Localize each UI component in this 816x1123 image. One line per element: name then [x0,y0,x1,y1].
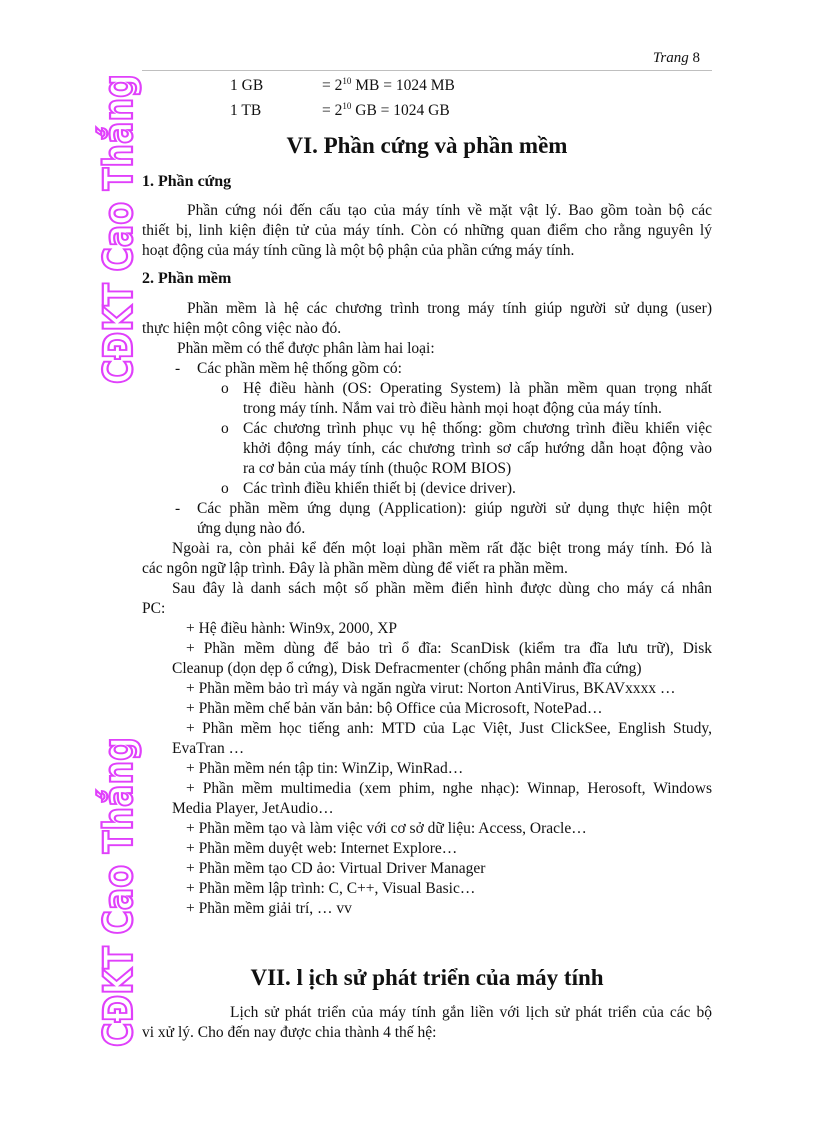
page-word: Trang [652,50,689,66]
watermark-top [78,62,148,392]
unit-gb-value [322,76,455,96]
software-list-item: + Phần mềm giải trí, … vv [186,900,352,917]
utility-item-line-3: ra cơ bản của máy tính (thuộc ROM BIOS) [243,460,512,477]
hardware-para-line-2: thiết bị, linh kiện điện tử của máy tính. Còn có những quan điểm cho rằng nguyên lý [142,222,712,239]
watermark-top-text: CĐKT Cao Thắng [96,62,142,384]
software-list-item: + Phần mềm lập trình: C, C++, Visual Basic… [186,880,476,897]
software-list-item-cont: Cleanup (dọn dẹp ổ cứng), Disk Defracmenter (chống phân mảnh đĩa cứng) [172,660,642,677]
application-item-line-1: Các phần mềm ứng dụng (Application): giúp người sử dụng thực hiện một [197,500,712,517]
software-para-line-2: thực hiện một công việc nào đó. [142,320,342,337]
os-item-line-2: trong máy tính. Nắm vai trò điều hành mọi hoạt động của máy tính. [243,400,662,417]
software-para-line-1: Phần mềm là hệ các chương trình trong máy tính giúp người sử dụng (user) [187,300,712,317]
software-list-item: + Phần mềm nén tập tin: WinZip, WinRad… [186,760,464,777]
software-list-item: + Phần mềm tạo CD ảo: Virtual Driver Manager [186,860,486,877]
section-7-title: VII. l ịch sử phát triển của máy tính [250,965,604,990]
unit-tb-exp: 10 [342,100,352,111]
dash-bullet: - [175,500,181,517]
software-list-item: + Phần mềm multimedia (xem phim, nghe nhạc): Winnap, Herosoft, Windows [186,780,712,797]
unit-tb-eq: = 2 [322,102,343,119]
watermark-top-svg [78,62,148,392]
hardware-para-line-1: Phần cứng nói đến cấu tạo của máy tính về mặt vật lý. Bao gồm toàn bộ các [187,202,712,219]
software-list-item: + Phần mềm bảo trì máy và ngăn ngừa virut: Norton AntiVirus, BKAVxxxx … [186,680,676,697]
unit-gb-eq: = 2 [322,77,343,94]
hardware-heading: 1. Phần cứng [142,173,232,190]
watermark-bottom [78,725,148,1055]
software-list-item: + Phần mềm duyệt web: Internet Explore… [186,840,458,857]
section-6-title: VI. Phần cứng và phần mềm [286,133,568,158]
unit-tb-value [322,101,450,121]
software-list-item: + Phần mềm học tiếng anh: MTD của Lạc Việt, Just ClickSee, English Study, [186,720,712,737]
unit-tb-rest: GB = 1024 GB [351,102,450,119]
page-number-value: 8 [692,50,700,66]
page-number [653,50,700,67]
software-list-item: + Phần mềm tạo và làm việc với cơ sở dữ liệu: Access, Oracle… [186,820,587,837]
application-item-line-2: ứng dụng nào đó. [197,520,306,537]
watermark-bottom-svg [78,725,148,1055]
software-list-item: + Phần mềm chế bản văn bản: bộ Office của Microsoft, NotePad… [186,700,603,717]
page-header [142,50,712,71]
os-item-line-1: Hệ điều hành (OS: Operating System) là phần mềm quan trọng nhất [243,380,712,397]
software-heading: 2. Phần mềm [142,270,232,287]
software-list-item: + Hệ điều hành: Win9x, 2000, XP [186,620,398,637]
dash-bullet: - [175,360,181,377]
list-intro-line-1: Sau đây là danh sách một số phần mềm điển hình được dùng cho máy cá nhân [172,580,712,597]
list-intro-line-2: PC: [142,600,166,617]
software-list-item-cont: Media Player, JetAudio… [172,800,334,817]
circle-bullet: o [221,480,229,497]
software-list-item: + Phần mềm dùng để bảo trì ổ đĩa: ScanDisk (kiểm tra đĩa lưu trữ), Disk [186,640,712,657]
software-list-item-cont: EvaTran … [172,740,245,757]
unit-gb-exp: 10 [342,75,352,86]
watermark-bottom-text: CĐKT Cao Thắng [96,725,142,1047]
extra-para-line-2: các ngôn ngữ lập trình. Đây là phần mềm dùng để viết ra phần mềm. [142,560,568,577]
extra-para-line-1: Ngoài ra, còn phải kể đến một loại phần mềm rất đặc biệt trong máy tính. Đó là [172,540,712,557]
circle-bullet: o [221,420,229,437]
system-software-item: Các phần mềm hệ thống gồm có: [197,360,402,377]
unit-gb-name: 1 GB [230,77,264,94]
unit-tb-name: 1 TB [230,102,262,119]
utility-item-line-2: khởi động máy tính, các chương trình sơ cấp hướng dẫn hoạt động vào [243,440,712,457]
history-para-line-2: vi xử lý. Cho đến nay được chia thành 4 thế hệ: [142,1024,437,1041]
software-types-intro: Phần mềm có thể được phân làm hai loại: [177,340,435,357]
unit-gb-rest: MB = 1024 MB [351,77,455,94]
history-para-line-1: Lịch sử phát triển của máy tính gắn liền với lịch sử phát triển của các bộ [230,1004,712,1021]
circle-bullet: o [221,380,229,397]
hardware-para-line-3: hoạt động của máy tính cũng là một bộ phận của phần cứng máy tính. [142,242,575,259]
driver-item: Các trình điều khiển thiết bị (device driver). [243,480,516,497]
utility-item-line-1: Các chương trình phục vụ hệ thống: gồm chương trình điều khiển việc [243,420,712,437]
